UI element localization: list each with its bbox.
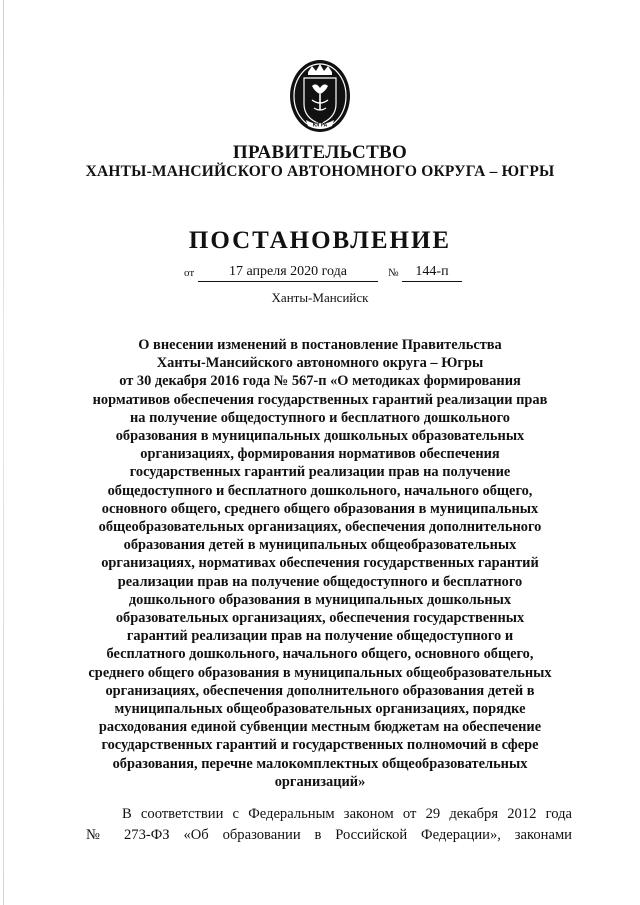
document-subject: [58, 336, 582, 791]
subject-line: среднего общего образования в муниципальных общеобразовательных: [88, 664, 552, 681]
subject-line: бесплатного дошкольного, начального общего, основного общего,: [106, 646, 534, 663]
subject-line: Ханты-Мансийского автономного округа – Югры: [156, 355, 484, 372]
subject-line: реализации прав на получение общедоступного и бесплатного: [117, 573, 523, 590]
body-text: [86, 804, 572, 846]
coat-of-arms-icon: [288, 56, 352, 134]
subject-line: общеобразовательных организациях, обеспечения дополнительного: [98, 519, 542, 536]
subject-line: образования детей в муниципальных общеобразовательных: [123, 537, 517, 554]
date-line: [0, 264, 640, 284]
subject-line: образования, перечне малокомплектных общеобразовательных: [112, 755, 528, 772]
subject-line: на получение общедоступного и бесплатного дошкольного: [130, 409, 510, 426]
body-line: В соответствии с Федеральным законом от 29 декабря 2012 года: [122, 806, 572, 822]
subject-line: организаций»: [274, 773, 366, 790]
subject-line: от 30 декабря 2016 года № 567-п «О методиках формирования: [119, 373, 521, 390]
subject-line: организациях, нормативах обеспечения государственных гарантий: [101, 555, 539, 572]
subject-line: организациях, формирования нормативов обеспечения: [140, 446, 500, 463]
number-prefix: №: [388, 267, 399, 279]
subject-line: дошкольного образования в муниципальных дошкольных: [128, 591, 512, 608]
svg-text:ЮГРА: ЮГРА: [312, 122, 328, 129]
document-type: ПОСТАНОВЛЕНИЕ: [188, 227, 452, 254]
subject-line: расходования единой субвенции местным бюджетам на обеспечение: [98, 719, 542, 736]
subject-line: О внесении изменений в постановление Правительства: [138, 337, 502, 353]
subject-line: государственных гарантий и государственных полномочий в сфере: [101, 737, 539, 754]
scan-edge: [3, 0, 4, 905]
subject-line: муниципальных общеобразовательных организациях, порядке: [114, 701, 526, 718]
subject-line: государственных гарантий реализации прав на получение: [129, 464, 511, 481]
city: Ханты-Мансийск: [271, 290, 369, 305]
body-line: № 273-ФЗ «Об образовании в Российской Федерации», законами: [86, 827, 572, 843]
subject-line: общедоступного и бесплатного дошкольного, начального общего,: [107, 482, 533, 499]
subject-line: нормативов обеспечения государственных гарантий реализации прав: [92, 391, 548, 408]
subject-line: образования в муниципальных дошкольных образовательных: [115, 428, 525, 445]
subject-line: организациях, обеспечения дополнительного образования детей в: [105, 682, 535, 699]
subject-line: гарантий реализации прав на получение общедоступного и: [126, 628, 514, 645]
government-title: ПРАВИТЕЛЬСТВО: [232, 142, 408, 163]
document-date: 17 апреля 2020 года: [198, 264, 378, 282]
region-title: ХАНТЫ-МАНСИЙСКОГО АВТОНОМНОГО ОКРУГА – ЮГРЫ: [85, 163, 555, 180]
date-prefix: от: [184, 267, 195, 279]
subject-line: образовательных организациях, обеспечения государственных: [115, 610, 525, 627]
subject-line: основного общего, среднего общего образования в муниципальных: [101, 500, 539, 517]
document-number: 144-п: [402, 264, 462, 282]
